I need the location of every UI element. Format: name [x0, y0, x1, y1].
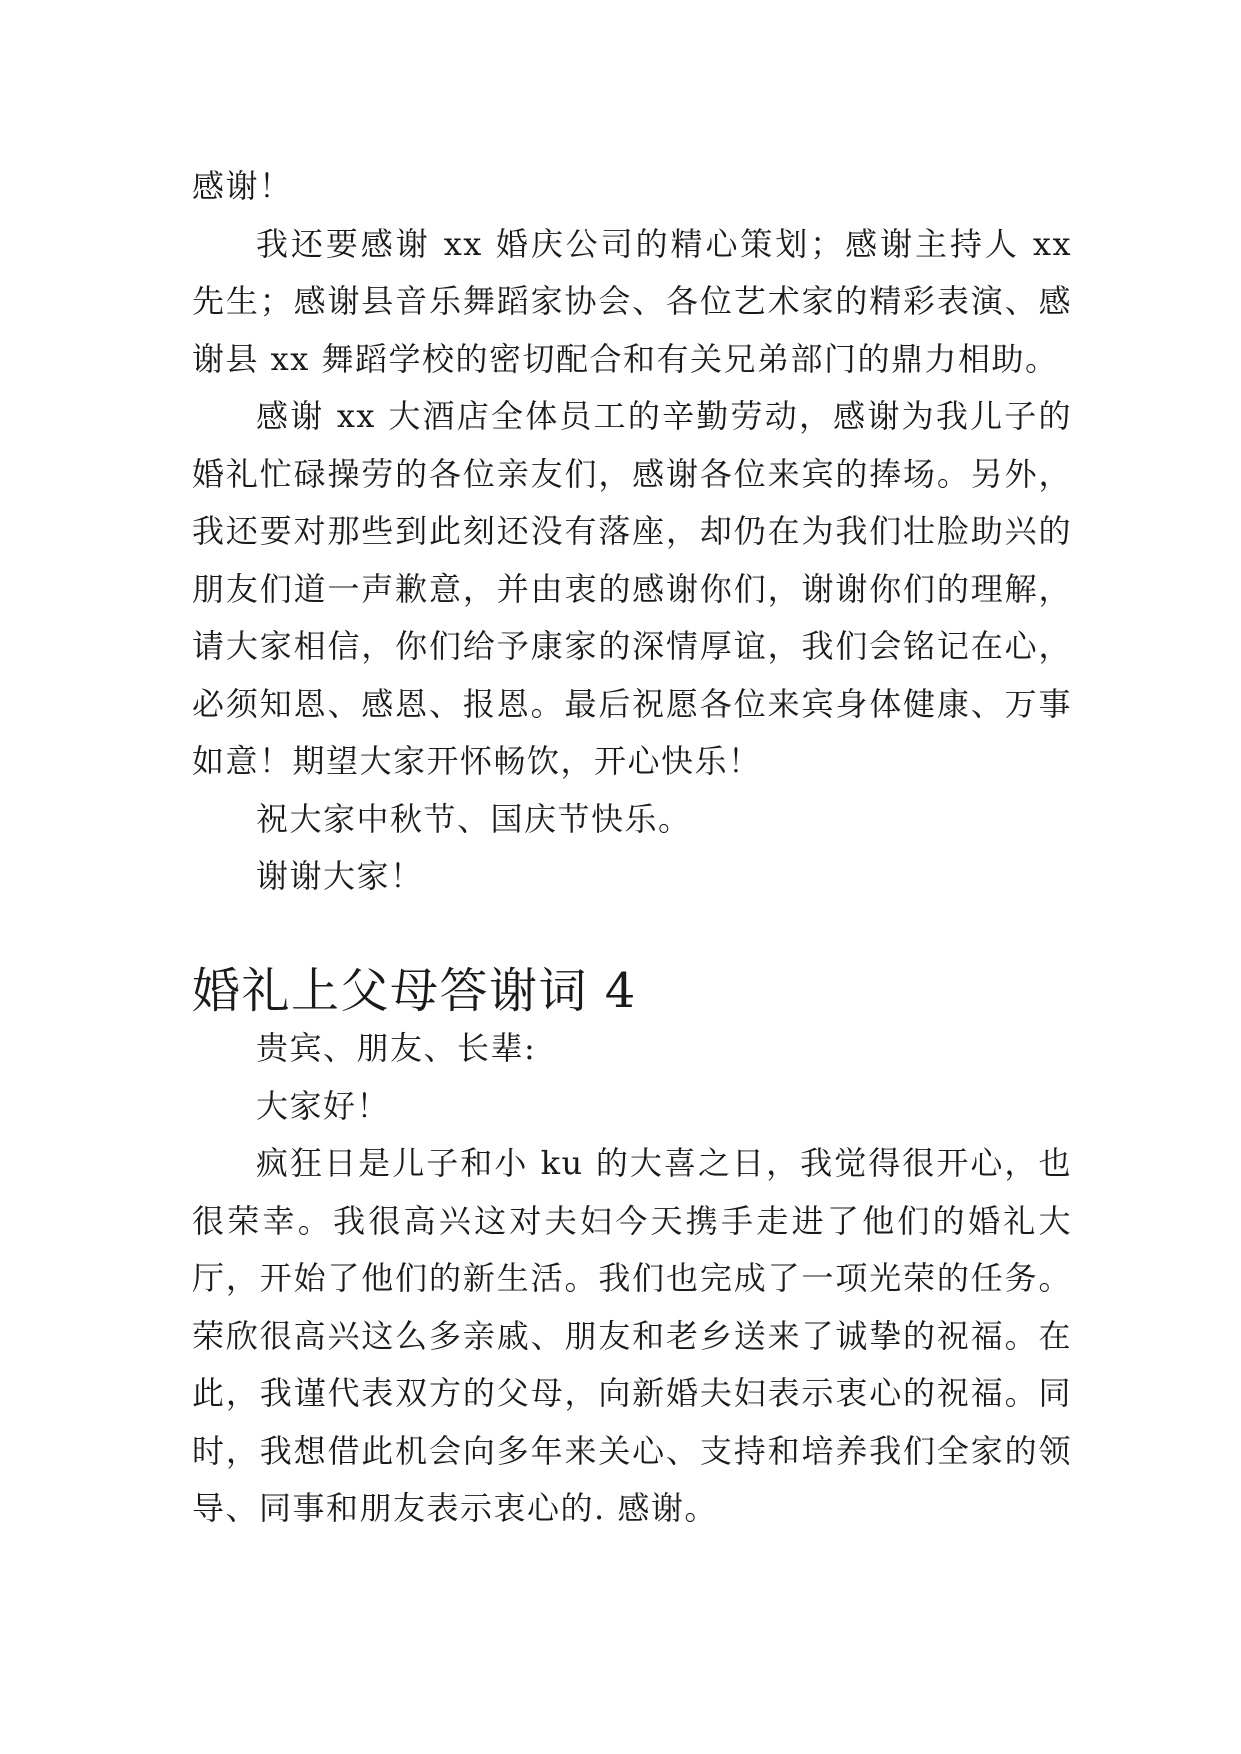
closing-thanks: 谢谢大家！ [256, 857, 424, 895]
festival-wishes: 祝大家中秋节、国庆节快乐。 [256, 799, 692, 838]
thanks-paragraph-hotel: 感谢 xx 大酒店全体员工的辛勤劳动，感谢为我儿子的婚礼忙碌操劳的各位亲友们，感谢各位来宾的捧场。另外，我还要对那些到此刻还没有落座，却仍在为我们壮脸助兴的朋友们道一声歉意，并由衷的感谢你们，谢谢你们的理解，请大家相信，你们给予康家的深情厚谊，我们会铭记在心，必须知恩、感恩、报恩。最后祝愿各位来宾身体健康、万事如意！期望大家开怀畅饮，开心快乐！ [192, 397, 1072, 780]
document-body [192, 158, 1072, 1538]
section-spacer [192, 906, 1072, 963]
hello-line: 大家好！ [256, 1086, 391, 1125]
thanks-paragraph-planners: 我还要感谢 xx 婚庆公司的精心策划；感谢主持人 xx 先生；感谢县音乐舞蹈家协会、各位艺术家的精彩表演、感谢县 xx 舞蹈学校的密切配合和有关兄弟部门的鼎力相助。 [192, 224, 1072, 378]
thanks-line: 感谢！ [192, 167, 293, 205]
speech-body: 疯狂日是儿子和小 ku 的大喜之日，我觉得很开心，也很荣幸。我很高兴这对夫妇今天携手走进了他们的婚礼大厅，开始了他们的新生活。我们也完成了一项光荣的任务。荣欣很高兴这么多亲戚、朋友和老乡送来了诚挚的祝福。在此，我谨代表双方的父母，向新婚夫妇表示衷心的祝福。同时，我想借此机会向多年来关心、支持和培养我们全家的领导、同事和朋友表示衷心的. 感谢。 [192, 1144, 1072, 1527]
section-title: 婚礼上父母答谢词 4 [192, 962, 637, 1019]
salutation: 贵宾、朋友、长辈: [256, 1029, 537, 1067]
